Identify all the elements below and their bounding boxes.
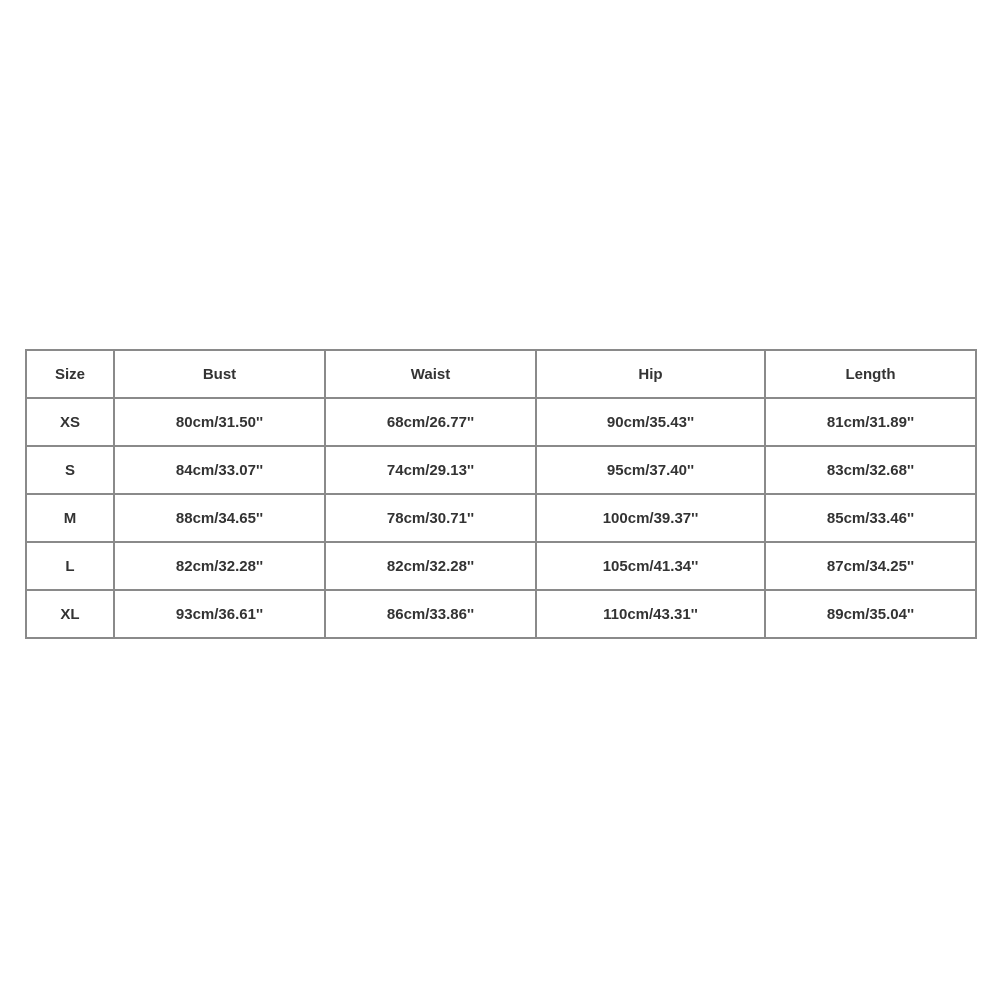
cell-hip: 105cm/41.34'' [536,542,765,590]
cell-waist: 74cm/29.13'' [325,446,536,494]
cell-waist: 78cm/30.71'' [325,494,536,542]
header-bust: Bust [114,350,325,398]
header-size: Size [26,350,114,398]
cell-length: 83cm/32.68'' [765,446,976,494]
header-waist: Waist [325,350,536,398]
cell-size: M [26,494,114,542]
table-row [26,446,976,494]
cell-hip: 95cm/37.40'' [536,446,765,494]
cell-length: 85cm/33.46'' [765,494,976,542]
cell-bust: 88cm/34.65'' [114,494,325,542]
cell-length: 87cm/34.25'' [765,542,976,590]
header-hip: Hip [536,350,765,398]
cell-bust: 80cm/31.50'' [114,398,325,446]
table-row [26,398,976,446]
table-row [26,494,976,542]
cell-size: XS [26,398,114,446]
cell-hip: 100cm/39.37'' [536,494,765,542]
size-chart-table [25,349,977,639]
cell-size: XL [26,590,114,638]
table-header-row [26,350,976,398]
table-row [26,542,976,590]
cell-length: 89cm/35.04'' [765,590,976,638]
cell-hip: 90cm/35.43'' [536,398,765,446]
cell-bust: 82cm/32.28'' [114,542,325,590]
table-row [26,590,976,638]
cell-bust: 84cm/33.07'' [114,446,325,494]
cell-waist: 86cm/33.86'' [325,590,536,638]
cell-bust: 93cm/36.61'' [114,590,325,638]
header-length: Length [765,350,976,398]
cell-hip: 110cm/43.31'' [536,590,765,638]
cell-size: L [26,542,114,590]
cell-waist: 68cm/26.77'' [325,398,536,446]
cell-size: S [26,446,114,494]
cell-waist: 82cm/32.28'' [325,542,536,590]
cell-length: 81cm/31.89'' [765,398,976,446]
